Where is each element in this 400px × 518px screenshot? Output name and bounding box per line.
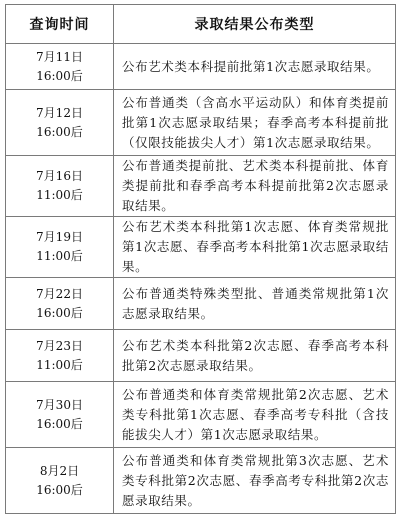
query-hour: 16:00后 xyxy=(36,416,83,431)
admission-schedule-table-container xyxy=(5,4,395,512)
query-time-cell xyxy=(6,90,114,156)
table-row xyxy=(6,330,396,382)
query-time-cell xyxy=(6,330,114,382)
query-time-cell xyxy=(6,217,114,278)
query-hour: 11:00后 xyxy=(36,249,83,263)
query-date: 8月2日 xyxy=(39,463,80,478)
query-time-cell xyxy=(6,382,114,448)
query-date: 7月23日 xyxy=(36,338,83,353)
result-type-cell: 公布普通类（含高水平运动队）和体育类提前批第1次志愿录取结果；春季高考本科提前批（仅限技能拔尖人才）第1次志愿录取结果。 xyxy=(114,90,396,156)
header-query-time: 查询时间 xyxy=(6,5,114,44)
header-row xyxy=(6,5,396,44)
table-row xyxy=(6,90,396,156)
table-row xyxy=(6,382,396,448)
query-date: 7月12日 xyxy=(36,105,83,120)
table-row xyxy=(6,156,396,217)
query-date: 7月16日 xyxy=(36,169,83,183)
result-type-cell: 公布普通类和体育类常规批第2次志愿、艺术类专科批第1次志愿、春季高考专科批（含技能拔尖人才）第1次志愿录取结果。 xyxy=(114,382,396,448)
result-type-cell: 公布艺术类本科提前批第1次志愿录取结果。 xyxy=(114,44,396,90)
table-row xyxy=(6,44,396,90)
query-time-cell xyxy=(6,156,114,217)
query-date: 7月19日 xyxy=(36,230,83,244)
table-row xyxy=(6,278,396,330)
result-type-cell: 公布普通类和体育类常规批第3次志愿、艺术类专科批第2次志愿、春季高考专科批第2次志愿录取结果。 xyxy=(114,448,396,514)
query-time-cell xyxy=(6,44,114,90)
query-time-cell xyxy=(6,448,114,514)
table-row xyxy=(6,217,396,278)
result-type-cell: 公布普通类提前批、艺术类本科提前批、体育类提前批和春季高考本科提前批第2次志愿录取结果。 xyxy=(114,156,396,217)
result-type-cell: 公布普通类特殊类型批、普通类常规批第1次志愿录取结果。 xyxy=(114,278,396,330)
query-time-cell xyxy=(6,278,114,330)
query-date: 7月11日 xyxy=(36,49,83,64)
query-hour: 11:00后 xyxy=(36,357,83,372)
query-hour: 11:00后 xyxy=(36,188,83,202)
table-row xyxy=(6,448,396,514)
query-hour: 16:00后 xyxy=(36,124,83,139)
result-type-cell: 公布艺术类本科批第1次志愿、体育类常规批第1次志愿、春季高考本科批第1次志愿录取结果。 xyxy=(114,217,396,278)
query-date: 7月30日 xyxy=(36,397,83,412)
header-result-type: 录取结果公布类型 xyxy=(114,5,396,44)
query-date: 7月22日 xyxy=(36,286,83,301)
query-hour: 16:00后 xyxy=(36,305,83,320)
query-hour: 16:00后 xyxy=(36,482,83,497)
query-hour: 16:00后 xyxy=(36,68,83,83)
result-type-cell: 公布艺术类本科批第2次志愿、春季高考本科批第2次志愿录取结果。 xyxy=(114,330,396,382)
admission-schedule-table xyxy=(5,4,396,514)
